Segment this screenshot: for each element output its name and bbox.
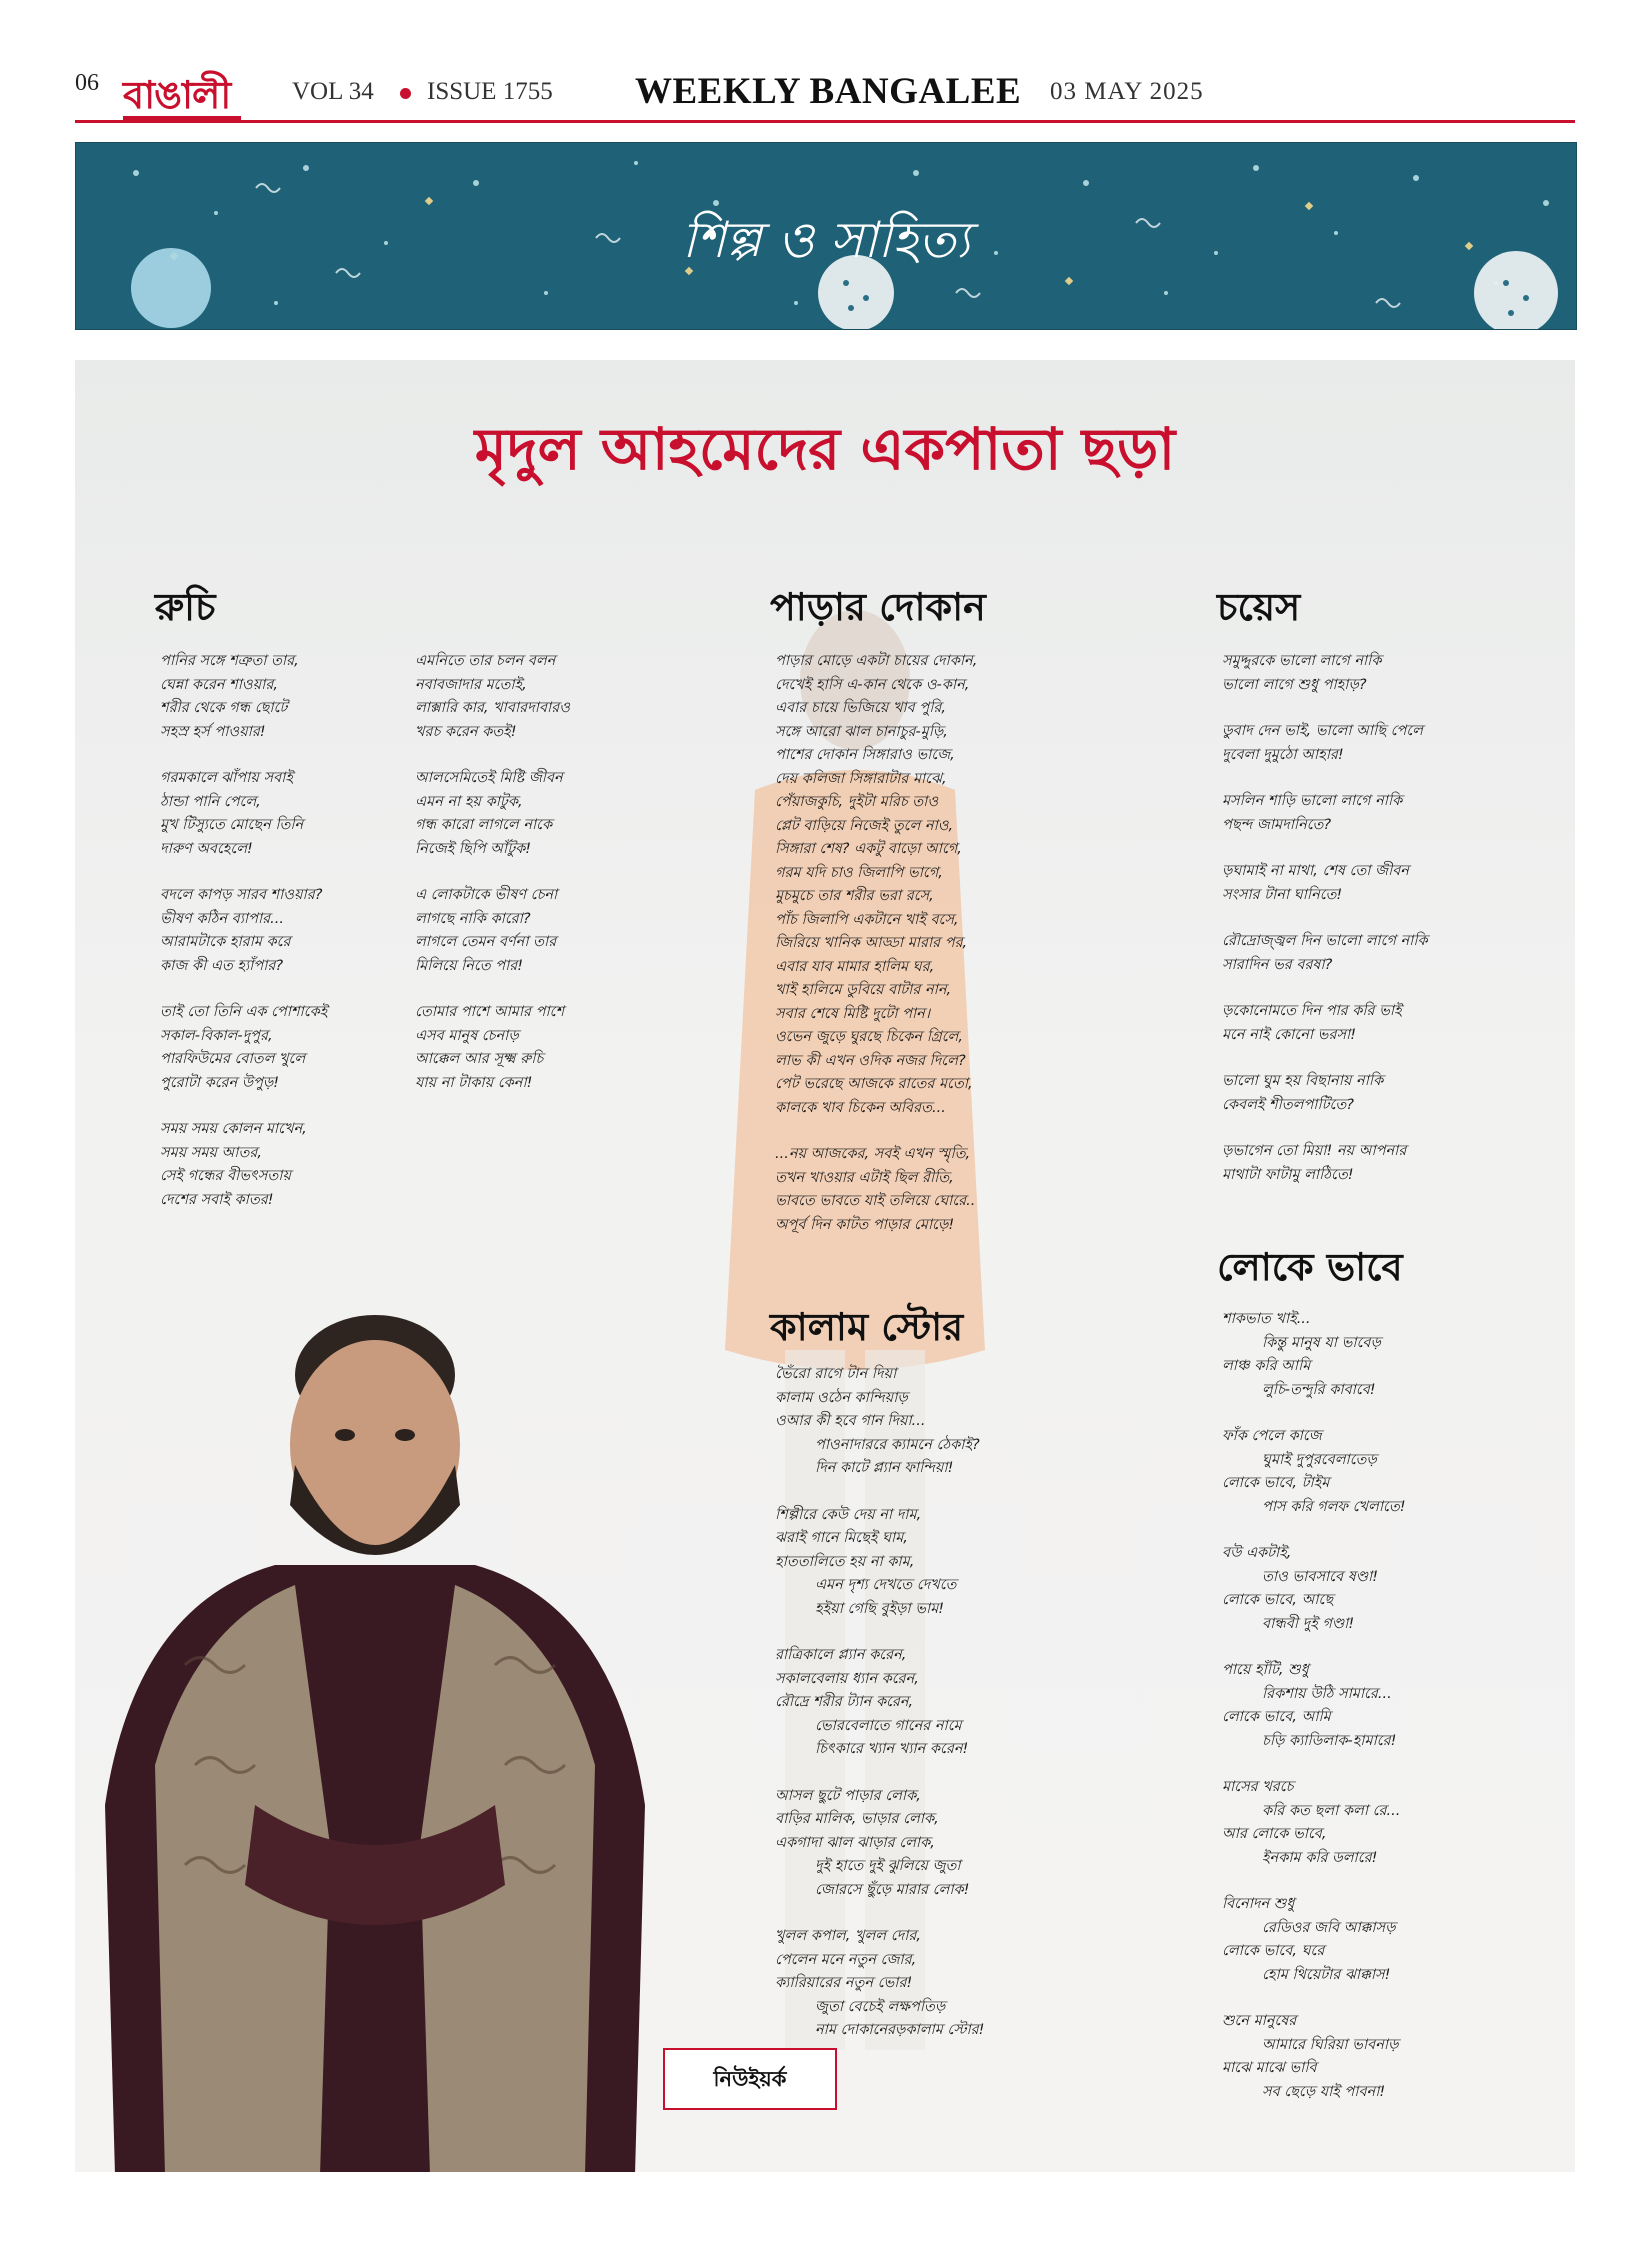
poem-stanza bbox=[1222, 1542, 1532, 1636]
poem-title-parar-dokan: পাড়ার দোকান bbox=[770, 585, 986, 629]
poem-line: গরম যদি চাও জিলাপি ভাগে, bbox=[775, 864, 943, 881]
poem-line: যায় না টাকায় কেনা! bbox=[415, 1074, 533, 1091]
masthead bbox=[75, 64, 1575, 124]
poem-line: এসব মানুষ চেনাড় bbox=[415, 1027, 519, 1044]
poem-line: ভোরবেলাতে গানের নামে bbox=[815, 1717, 962, 1734]
poem-line: বদলে কাপড় সারব শাওয়ার? bbox=[160, 887, 323, 903]
poem-title-loke-bhabe: লোকে ভাবে bbox=[1217, 1245, 1403, 1289]
poem-line: মিলিয়ে নিতে পার! bbox=[415, 957, 524, 974]
volume-label: VOL 34 bbox=[292, 78, 374, 105]
poem-line: আসল ছুটে পাড়ার লোক, bbox=[775, 1787, 921, 1804]
poem-stanza bbox=[775, 1925, 1115, 2043]
poem-line: ওআর কী হবে গান দিয়া... bbox=[775, 1413, 926, 1429]
poem-line: ঝরাই গানে মিছেই ঘাম, bbox=[775, 1530, 908, 1546]
poem-stanza bbox=[415, 884, 655, 978]
poem-line: মাথাটা ফাটামু লাঠিতে! bbox=[1222, 1166, 1354, 1183]
poem-line: রেডিওর জবি আক্কাসড় bbox=[1262, 1919, 1396, 1936]
poem-line: প্লেট বাড়িয়ে নিজেই তুলে নাও, bbox=[775, 817, 954, 834]
poem-line: হাততালিতে হয় না কাম, bbox=[775, 1553, 915, 1570]
poem-stanza bbox=[1222, 1425, 1532, 1519]
poem-line: লুচি-তন্দুরি কাবাবে! bbox=[1262, 1381, 1376, 1398]
poem-line: শুনে মানুষের bbox=[1222, 2013, 1297, 2029]
poem-stanza bbox=[1222, 1000, 1532, 1047]
poem-title-kalam-store: কালাম স্টোর bbox=[770, 1305, 964, 1349]
poem-line: সঙ্গে আরো ঝাল চানাচুর-মুড়ি, bbox=[775, 723, 948, 740]
poem-line: খরচ করেন কতই! bbox=[415, 723, 517, 740]
poem-line: ভীষণ কঠিন ব্যাপার... bbox=[160, 910, 284, 927]
poem-line: সেই গন্ধের বীভৎসতায় bbox=[160, 1168, 291, 1184]
poem-line: ভৈঁরো রাগে টান দিয়া bbox=[775, 1366, 897, 1382]
poem-stanza bbox=[1222, 790, 1532, 837]
poem-stanza bbox=[160, 650, 395, 744]
poem-stanza bbox=[1222, 1893, 1532, 1987]
poem-title-choyes: চয়েস bbox=[1217, 585, 1301, 629]
poem-line: কাজ কী এত হ্যাঁপার? bbox=[160, 957, 284, 974]
poem-line: আর লোকে ভাবে, bbox=[1222, 1826, 1327, 1842]
poem-line: ভালো ঘুম হয় বিছানায় নাকি bbox=[1222, 1073, 1384, 1089]
poem-line: জোরসে ছুঁড়ে মারার লোক! bbox=[815, 1881, 970, 1898]
poem-line: ফাঁক পেলে কাজে bbox=[1222, 1428, 1322, 1444]
poem-stanza bbox=[775, 1143, 1115, 1237]
poem-stanza bbox=[1222, 860, 1532, 907]
poem-stanza bbox=[415, 767, 655, 861]
poem-stanza bbox=[775, 1644, 1115, 1762]
poem-loke-bhabe bbox=[1222, 1308, 1532, 2127]
poem-line: জিরিয়ে খানিক আড্ডা মারার পর, bbox=[775, 935, 968, 951]
poem-line: পানির সঙ্গে শত্রুতা তার, bbox=[160, 653, 299, 669]
issue-label: ISSUE 1755 bbox=[427, 78, 553, 105]
poem-line: রৌদ্রোজ্জ্বল দিন ভালো লাগে নাকি bbox=[1222, 933, 1428, 949]
poem-line: সমুদ্দুরকে ভালো লাগে নাকি bbox=[1222, 653, 1382, 669]
poem-stanza bbox=[160, 1001, 395, 1095]
poem-line: ভালো লাগে শুধু পাহাড়? bbox=[1222, 676, 1367, 693]
poem-line: তাই তো তিনি এক পোশাকেই bbox=[160, 1004, 328, 1020]
poem-line: পারফিউমের বোতল খুলে bbox=[160, 1051, 306, 1067]
poem-line: লাগছে নাকি কারো? bbox=[415, 910, 531, 927]
poem-line: মুখ টিস্যুতে মোছেন তিনি bbox=[160, 817, 304, 833]
poem-stanza bbox=[1222, 1776, 1532, 1870]
poem-line: একগাদা ঝাল ঝাড়ার লোক, bbox=[775, 1834, 935, 1851]
poem-line: আমারে ঘিরিয়া ভাবনাড় bbox=[1262, 2036, 1399, 2053]
poem-line: দেশের সবাই কাতর! bbox=[160, 1191, 274, 1208]
poem-line: ওভেন জুড়ে ঘুরছে চিকেন গ্রিলে, bbox=[775, 1029, 963, 1045]
poem-stanza bbox=[775, 1504, 1115, 1622]
poem-line: কালাম ওঠেন কান্দিয়াড় bbox=[775, 1389, 908, 1406]
poem-line: ইনকাম করি ডলারে! bbox=[1262, 1849, 1378, 1866]
author-portrait bbox=[75, 1245, 675, 2172]
poem-line: সবার শেষে মিষ্টি দুটো পান। bbox=[775, 1005, 931, 1022]
poem-line: দেখেই হাসি এ-কান থেকে ও-কান, bbox=[775, 676, 970, 693]
poem-line: হোম থিয়েটার ঝাক্কাস! bbox=[1262, 1966, 1391, 1983]
poem-line: আলসেমিতেই মিষ্টি জীবন bbox=[415, 770, 563, 786]
poem-line: ড়ভাগেন তো মিয়া! নয় আপনার bbox=[1222, 1143, 1407, 1159]
poem-line: গরমকালে ঝাঁপায় সবাই bbox=[160, 770, 293, 786]
poem-line: দুই হাতে দুই ঝুলিয়ে জুতা bbox=[815, 1858, 961, 1874]
poem-line: ...নয় আজকের, সবই এখন স্মৃতি, bbox=[775, 1146, 971, 1162]
poem-line: নবাবজাদার মতোই, bbox=[415, 676, 527, 693]
poem-line: লোকে ভাবে, ঘরে bbox=[1222, 1943, 1325, 1959]
poem-line: দিন কাটে প্ল্যান ফান্দিয়া! bbox=[815, 1460, 954, 1476]
poem-line: পাওনাদাররে ক্যামনে ঠেকাই? bbox=[815, 1436, 980, 1453]
feature-panel bbox=[75, 360, 1575, 2172]
poem-line: বিনোদন শুধু bbox=[1222, 1896, 1295, 1912]
poem-line: মুচমুচে তার শরীর ভরা রসে, bbox=[775, 888, 934, 904]
poem-choyes bbox=[1222, 650, 1532, 1210]
poem-stanza bbox=[1222, 1659, 1532, 1753]
poem-line: বাড়ির মালিক, ভাড়ার লোক, bbox=[775, 1811, 939, 1827]
poem-line: সময় সময় আতর, bbox=[160, 1144, 262, 1161]
poem-stanza bbox=[415, 650, 655, 744]
poem-stanza bbox=[1222, 720, 1532, 767]
poem-line: কেবলই শীতলপাটিতে? bbox=[1222, 1096, 1354, 1113]
poem-line: পেট ভরেছে আজকে রাতের মতো, bbox=[775, 1076, 973, 1092]
poem-line: মনে নাই কোনো ভরসা! bbox=[1222, 1026, 1357, 1043]
poem-line: সব ছেড়ে যাই পাবনা! bbox=[1262, 2083, 1386, 2100]
poem-line: পাশের দোকান সিঙ্গারাও ভাজে, bbox=[775, 747, 955, 763]
poem-line: এমন না হয় কাটুক, bbox=[415, 793, 523, 810]
poem-line: রিকশায় উঠি সামারে... bbox=[1262, 1685, 1392, 1702]
poem-parar-dokan bbox=[775, 650, 1115, 1260]
poem-line: কিন্তু মানুষ যা ভাবেড় bbox=[1262, 1334, 1381, 1351]
poem-line: খুলল কপাল, খুলল দোর, bbox=[775, 1928, 921, 1944]
poem-line: তখন খাওয়ার এটাই ছিল রীতি, bbox=[775, 1169, 954, 1186]
poem-line: এ লোকটাকে ভীষণ চেনা bbox=[415, 887, 558, 903]
poem-line: বউ একটাই, bbox=[1222, 1545, 1292, 1561]
poem-line: লোকে ভাবে, আমি bbox=[1222, 1709, 1331, 1725]
publication-name: WEEKLY BANGALEE bbox=[635, 71, 1022, 112]
poem-line: শরীর থেকে গন্ধ ছোটে bbox=[160, 700, 288, 716]
poem-line: জুতা বেচেই লক্ষপতিড় bbox=[815, 1998, 946, 2015]
poem-line: দেয় কলিজা সিঙ্গারাটার মাঝে, bbox=[775, 770, 947, 787]
poem-line: পুরোটা করেন উপুড়! bbox=[160, 1074, 280, 1091]
poem-line: ঘুমাই দুপুরবেলাতেড় bbox=[1262, 1451, 1377, 1468]
poem-line: সময় সময় কোলন মাখেন, bbox=[160, 1121, 307, 1137]
poem-line: নাম দোকানেরড়কালাম স্টোর! bbox=[815, 2022, 985, 2038]
poem-stanza bbox=[160, 767, 395, 861]
poem-line: তাও ভাবসাবে ষণ্ডা! bbox=[1262, 1568, 1379, 1585]
poem-line: মসলিন শাড়ি ভালো লাগে নাকি bbox=[1222, 793, 1403, 809]
poem-line: সহস্র হর্স পাওয়ার! bbox=[160, 723, 266, 740]
masthead-divider bbox=[75, 120, 1575, 123]
poem-stanza bbox=[415, 1001, 655, 1095]
poem-line: ড়ঘামাই না মাথা, শেষ তো জীবন bbox=[1222, 863, 1409, 879]
poem-line: পছন্দ জামদানিতে? bbox=[1222, 816, 1332, 833]
poem-line: ক্যারিয়ারের নতুন ভোর! bbox=[775, 1975, 913, 1991]
poem-line: লাভ কী এখন ওদিক নজর দিলে? bbox=[775, 1052, 966, 1069]
poem-stanza bbox=[160, 1118, 395, 1212]
poem-line: লাগলে তেমন বর্ণনা তার bbox=[415, 934, 557, 950]
poem-stanza bbox=[160, 884, 395, 978]
poem-line: ডুবাদ দেন ভাই, ভালো আছি পেলে bbox=[1222, 723, 1423, 739]
poem-line: এবার চায়ে ভিজিয়ে খাব পুরি, bbox=[775, 700, 946, 716]
newspaper-logo[interactable] bbox=[123, 64, 241, 120]
poem-line: সংসার টানা ঘানিতে! bbox=[1222, 886, 1343, 903]
location-tag: নিউইয়র্ক bbox=[663, 2048, 837, 2110]
poem-line: মাসের খরচে bbox=[1222, 1779, 1294, 1795]
poem-line: পায়ে হাঁটি, শুধু bbox=[1222, 1662, 1309, 1678]
section-title: শিল্প ও সাহিত্য bbox=[681, 211, 971, 269]
poem-stanza bbox=[1222, 1308, 1532, 1402]
poem-line: শিল্পীরে কেউ দেয় না দাম, bbox=[775, 1506, 922, 1523]
poem-stanza bbox=[1222, 2010, 1532, 2104]
poem-line: তোমার পাশে আমার পাশে bbox=[415, 1004, 565, 1020]
section-banner bbox=[75, 142, 1577, 330]
poem-line: বান্ধবী দুই গণ্ডা! bbox=[1262, 1615, 1355, 1632]
poem-line: চড়ি ক্যাডিলাক-হামারে! bbox=[1262, 1732, 1397, 1749]
poem-line: মাঝে মাঝে ভাবি bbox=[1222, 2060, 1317, 2076]
poem-line: সারাদিন ভর বরষা? bbox=[1222, 956, 1333, 973]
poem-line: করি কত ছলা কলা রে... bbox=[1262, 1802, 1401, 1819]
poem-line: নিজেই ছিপি আঁটুক! bbox=[415, 840, 532, 857]
poem-line: লাঞ্চ করি আমি bbox=[1222, 1358, 1311, 1374]
poem-line: এবার যাব মামার হালিম ঘর, bbox=[775, 958, 935, 975]
poem-stanza bbox=[775, 1363, 1115, 1481]
poem-line: পাড়ার মোড়ে একটা চায়ের দোকান, bbox=[775, 653, 978, 669]
poem-line: ঠান্ডা পানি পেলে, bbox=[160, 793, 261, 810]
poem-line: পেঁয়াজকুচি, দুইটা মরিচ তাও bbox=[775, 794, 939, 810]
poem-line: সিঙ্গারা শেষ? একটু বাড়ো আগে, bbox=[775, 841, 962, 857]
poem-line: আরামটাকে হারাম করে bbox=[160, 934, 291, 950]
poem-stanza bbox=[775, 650, 1115, 1120]
poem-line: পেলেন মনে নতুন জোর, bbox=[775, 1951, 917, 1968]
poem-line: ঘেন্না করেন শাওয়ার, bbox=[160, 676, 278, 693]
poem-line: পাঁচ জিলাপি একটানে খাই বসে, bbox=[775, 911, 959, 928]
poem-ruchi-col1 bbox=[160, 650, 395, 1235]
poem-line: রাত্রিকালে প্ল্যান করেন, bbox=[775, 1647, 907, 1663]
poem-line: এমন দৃশ্য দেখতে দেখতে bbox=[815, 1577, 957, 1593]
poem-ruchi-col2 bbox=[415, 650, 655, 1118]
poem-title-ruchi: রুচি bbox=[155, 585, 216, 629]
poem-line: দুবেলা দুমুঠো আহার! bbox=[1222, 746, 1344, 763]
poem-kalam-store bbox=[775, 1363, 1115, 2066]
issue-date: 03 MAY 2025 bbox=[1050, 78, 1204, 105]
poem-line: লোকে ভাবে, আছে bbox=[1222, 1592, 1334, 1608]
poem-line: কালকে খাব চিকেন অবিরত... bbox=[775, 1099, 946, 1116]
poem-line: দারুণ অবহেলে! bbox=[160, 840, 253, 857]
poem-line: গন্ধ কারো লাগলে নাকে bbox=[415, 817, 553, 833]
poem-line: পাস করি গলফ খেলাতে! bbox=[1262, 1498, 1406, 1515]
poem-stanza bbox=[1222, 650, 1532, 697]
feature-title: মৃদুল আহমেদের একপাতা ছড়া bbox=[474, 415, 1176, 483]
separator-dot-icon bbox=[400, 88, 411, 99]
logo-text: বাঙালী bbox=[123, 73, 231, 117]
page-number: 06 bbox=[75, 70, 99, 96]
poem-line: লাক্সারি কার, খাবারদাবারও bbox=[415, 700, 570, 716]
poem-stanza bbox=[1222, 1070, 1532, 1117]
poem-line: রৌদ্রে শরীর ট্যান করেন, bbox=[775, 1694, 914, 1710]
poem-stanza bbox=[1222, 930, 1532, 977]
poem-line: এমনিতে তার চলন বলন bbox=[415, 653, 556, 669]
poem-stanza bbox=[1222, 1140, 1532, 1187]
poem-line: ভাবতে ভাবতে যাই তলিয়ে ঘোরে.. bbox=[775, 1193, 976, 1209]
poem-line: অপূর্ব দিন কাটত পাড়ার মোড়ে! bbox=[775, 1216, 955, 1233]
poem-line: শাকভাত খাই... bbox=[1222, 1311, 1311, 1327]
poem-line: হইয়া গেছি বুইড়া ভাম! bbox=[815, 1600, 945, 1617]
poem-line: সকাল-বিকাল-দুপুর, bbox=[160, 1027, 273, 1044]
poem-stanza bbox=[775, 1785, 1115, 1903]
poem-line: চিৎকারে খ্যান খ্যান করেন! bbox=[815, 1741, 969, 1757]
poem-line: আক্কেল আর সূক্ষ্ম রুচি bbox=[415, 1051, 544, 1067]
poem-line: লোকে ভাবে, টাইম bbox=[1222, 1475, 1330, 1491]
poem-line: খাই হালিমে ডুবিয়ে বাটার নান, bbox=[775, 982, 952, 998]
poem-line: ড়কোনোমতে দিন পার করি ভাই bbox=[1222, 1003, 1402, 1019]
poem-line: সকালবেলায় ধ্যান করেন, bbox=[775, 1670, 919, 1687]
